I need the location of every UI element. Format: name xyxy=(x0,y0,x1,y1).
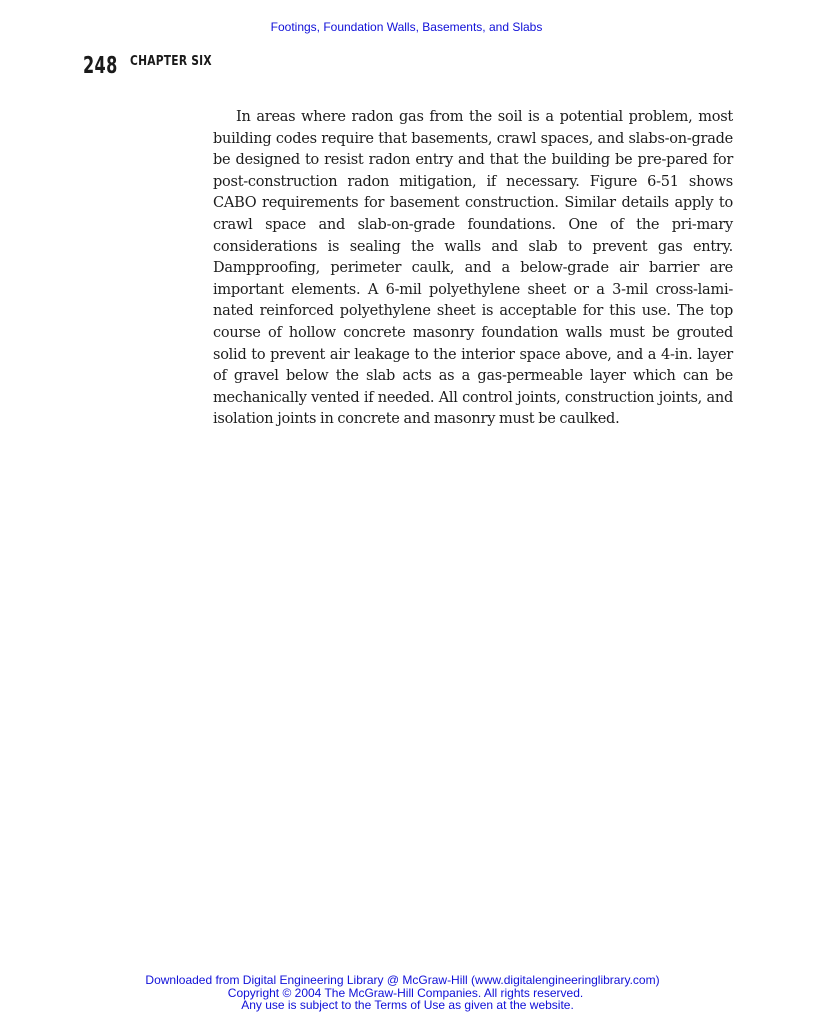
footer-notice xyxy=(0,974,813,1012)
download-source-link[interactable]: Downloaded from Digital Engineering Library @ McGraw-Hill (www.digitalengineeringlibrary.com) xyxy=(145,973,660,987)
running-title-link[interactable]: Footings, Foundation Walls, Basements, and Slabs xyxy=(270,20,543,34)
chapter-label: CHAPTER SIX xyxy=(130,54,212,69)
page-number: 248 xyxy=(83,53,118,79)
body-paragraph: In areas where radon gas from the soil is a potential problem, most building codes require that basements, crawl spaces, and slabs-on-grade be designed to resist radon entry and that the building be pre-pared for post-construction radon mitigation, if necessary. Figure 6-51 shows CABO requirements for basement construction. Similar details apply to crawl space and slab-on-grade foundations. One of the pri-mary considerations is sealing the walls and slab to prevent gas entry. Dampproofing, perimeter caulk, and a below-grade air barrier are important elements. A 6-mil polyethylene sheet or a 3-mil cross-lami-nated reinforced polyethylene sheet is acceptable for this use. The top course of hollow concrete masonry foundation walls must be grouted solid to prevent air leakage to the interior space above, and a 4-in. layer of gravel below the slab acts as a gas-permeable layer which can be mechanically vented if needed. All control joints, construction joints, and isolation joints in concrete and masonry must be caulked. xyxy=(213,109,733,428)
terms-of-use-link[interactable]: Any use is subject to the Terms of Use as given at the website. xyxy=(241,998,574,1012)
copyright-link[interactable]: Copyright © 2004 The McGraw-Hill Companies. All rights reserved. xyxy=(227,985,584,1000)
